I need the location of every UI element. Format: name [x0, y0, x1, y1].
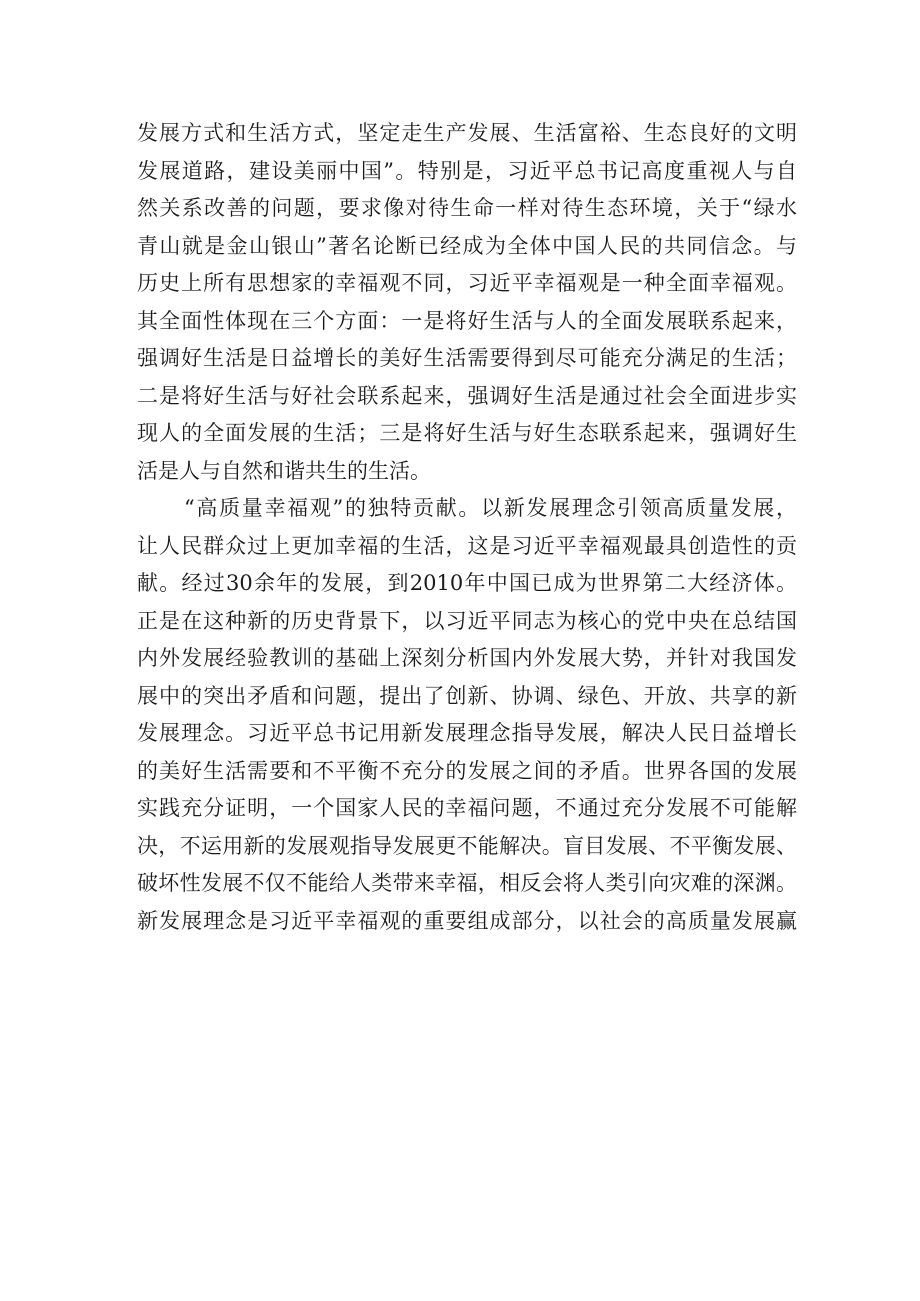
text-line: 现人的全面发展的生活；三是将好生活与好生态联系起来，强调好生 — [137, 421, 797, 445]
text-line: 的美好生活需要和不平衡不充分的发展之间的矛盾。世界各国的发展 — [137, 758, 797, 783]
text-line: 然关系改善的问题，要求像对待生命一样对待生态环境，关于“绿水 — [137, 196, 797, 220]
text-line: 献。经过30余年的发展，到2010年中国已成为世界第二大经济体。 — [137, 571, 797, 595]
text-line: 实践充分证明，一个国家人民的幸福问题，不通过充分发展不可能解 — [137, 796, 797, 820]
text-line: 发展方式和生活方式，坚定走生产发展、生活富裕、生态良好的文明 — [137, 121, 797, 145]
text-line: 展中的突出矛盾和问题，提出了创新、协调、绿色、开放、共享的新 — [137, 683, 797, 708]
text-line: 青山就是金山银山”著名论断已经成为全体中国人民的共同信念。与 — [137, 233, 797, 258]
paragraph-end-line: 活是人与自然和谐共生的生活。 — [137, 458, 431, 483]
text-line: 发展道路，建设美丽中国”。特别是，习近平总书记高度重视人与自 — [137, 158, 797, 183]
text-line: 让人民群众过上更加幸福的生活，这是习近平幸福观最具创造性的贡 — [137, 533, 797, 558]
body-text — [137, 115, 797, 940]
text-line: 历史上所有思想家的幸福观不同，习近平幸福观是一种全面幸福观。 — [137, 271, 797, 295]
text-line: 发展理念。习近平总书记用新发展理念指导发展，解决人民日益增长 — [137, 721, 797, 745]
text-line: 新发展理念是习近平幸福观的重要组成部分，以社会的高质量发展赢 — [137, 908, 797, 933]
text-line: 强调好生活是日益增长的美好生活需要得到尽可能充分满足的生活； — [137, 346, 797, 370]
text-line: 其全面性体现在三个方面：一是将好生活与人的全面发展联系起来， — [137, 308, 797, 333]
text-line: 破坏性发展不仅不能给人类带来幸福，相反会将人类引向灾难的深渊。 — [137, 871, 797, 895]
text-line: 决，不运用新的发展观指导发展更不能解决。盲目发展、不平衡发展、 — [137, 833, 797, 858]
text-line: 正是在这种新的历史背景下，以习近平同志为核心的党中央在总结国 — [137, 608, 797, 633]
text-line: 内外发展经验教训的基础上深刻分析国内外发展大势，并针对我国发 — [137, 646, 797, 670]
paragraph-start-line: “高质量幸福观”的独特贡献。以新发展理念引领高质量发展， — [184, 496, 797, 520]
text-line: 二是将好生活与好社会联系起来，强调好生活是通过社会全面进步实 — [137, 383, 797, 408]
